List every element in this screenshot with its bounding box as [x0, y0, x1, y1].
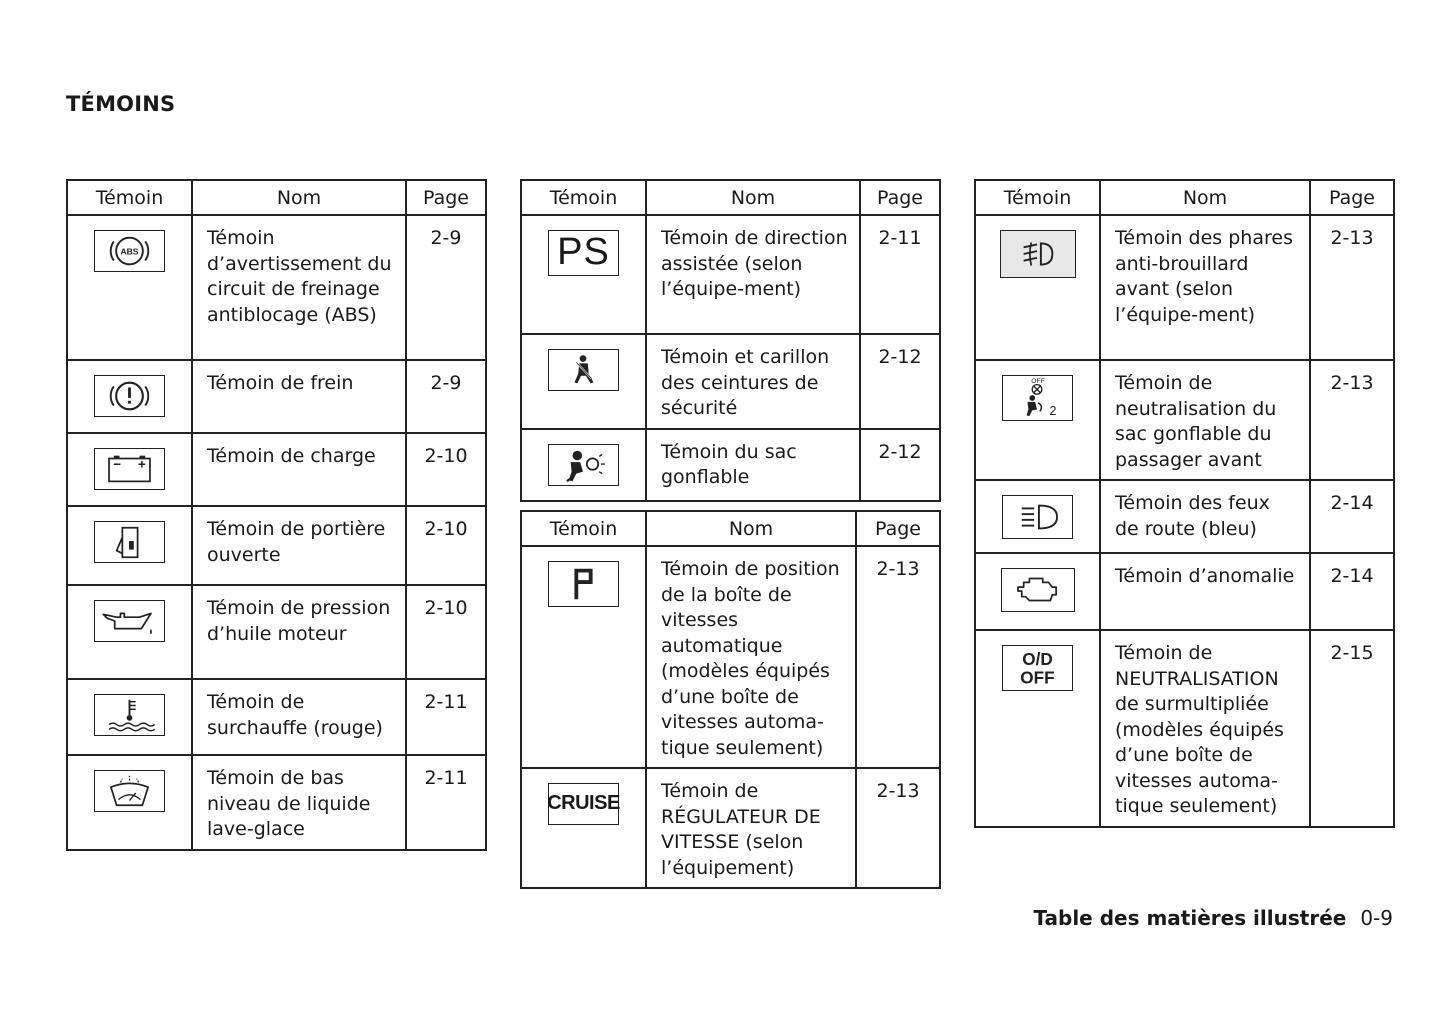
table-row	[67, 679, 486, 755]
power-steering-icon	[548, 230, 619, 276]
coolant-temperature-icon	[94, 694, 165, 736]
passenger-airbag-off-icon	[1002, 375, 1073, 421]
airbag-seat-number: 2	[1049, 404, 1057, 419]
brake-warning-icon	[94, 375, 165, 417]
light-name: Témoin des feux de route (bleu)	[1100, 480, 1310, 553]
page-ref: 2-9	[406, 360, 486, 433]
light-name: Témoin de neutralisation du sac gonflable du passager avant	[1100, 360, 1310, 480]
table-row	[521, 215, 940, 334]
column-header-temoin: Témoin	[67, 180, 192, 215]
park-position-icon	[548, 561, 619, 607]
front-fog-light-icon	[1000, 230, 1076, 278]
page-ref: 2-10	[406, 585, 486, 679]
page-ref: 2-12	[860, 334, 940, 429]
light-name: Témoin de RÉGULATEUR DE VITESSE (selon l’équipement)	[646, 768, 856, 888]
oil-pressure-icon	[94, 600, 165, 642]
table-row	[67, 360, 486, 433]
light-name: Témoin de position de la boîte de vitesses automatique (modèles équipés d’une boîte de vitesses automa-tique seulement)	[646, 546, 856, 768]
page-ref: 2-9	[406, 215, 486, 360]
light-name: Témoin de portière ouverte	[192, 506, 406, 585]
abs-warning-icon	[94, 230, 165, 272]
seat-belt-icon	[548, 349, 619, 391]
table-row	[67, 585, 486, 679]
page-footer	[1033, 906, 1393, 930]
page-ref: 2-10	[406, 506, 486, 585]
page-title: TÉMOINS	[66, 92, 176, 116]
warning-lights-table-2	[520, 179, 941, 502]
overdrive-off-icon	[1002, 645, 1073, 691]
page-ref: 2-12	[860, 429, 940, 501]
door-open-icon	[94, 521, 165, 563]
table-row	[67, 215, 486, 360]
table-row	[67, 433, 486, 506]
light-name: Témoin d’anomalie	[1100, 553, 1310, 630]
table-row	[521, 334, 940, 429]
page-ref: 2-11	[860, 215, 940, 334]
light-name: Témoin d’avertissement du circuit de freinage antiblocage (ABS)	[192, 215, 406, 360]
cruise-icon	[548, 783, 619, 825]
light-name: Témoin de bas niveau de liquide lave-glace	[192, 755, 406, 850]
power-steering-icon-label: PS	[557, 231, 610, 274]
table-row	[975, 215, 1394, 360]
table-row	[521, 768, 940, 888]
page-ref: 2-11	[406, 679, 486, 755]
column-header-nom: Nom	[1100, 180, 1310, 215]
table-row	[975, 630, 1394, 827]
column-header-temoin: Témoin	[521, 180, 646, 215]
washer-fluid-icon	[94, 770, 165, 812]
light-name: Témoin de direction assistée (selon l’équipe-ment)	[646, 215, 860, 334]
column-header-nom: Nom	[646, 511, 856, 546]
table-row	[975, 480, 1394, 553]
table-row	[67, 755, 486, 850]
page-ref: 2-13	[1310, 360, 1394, 480]
column-header-nom: Nom	[646, 180, 860, 215]
page-ref: 2-13	[1310, 215, 1394, 360]
table-row	[67, 506, 486, 585]
table-row	[521, 429, 940, 501]
page-ref: 2-13	[856, 768, 940, 888]
footer-page-number: 0-9	[1360, 906, 1393, 930]
column-header-temoin: Témoin	[521, 511, 646, 546]
park-position-icon-label	[549, 562, 618, 606]
airbag-off-label: OFF	[1031, 378, 1045, 386]
abs-icon-label: ABS	[120, 246, 139, 257]
warning-lights-table-1	[66, 179, 487, 851]
light-name: Témoin de surchauffe (rouge)	[192, 679, 406, 755]
airbag-icon	[548, 444, 619, 486]
page-ref: 2-14	[1310, 480, 1394, 553]
cruise-icon-label: CRUISE	[547, 792, 620, 815]
light-name: Témoin du sac gonflable	[646, 429, 860, 501]
light-name: Témoin de NEUTRALISATION de surmultipliée (modèles équipés d’une boîte de vitesses automa-tique seulement)	[1100, 630, 1310, 827]
table-row	[521, 546, 940, 768]
column-header-temoin: Témoin	[975, 180, 1100, 215]
light-name: Témoin des phares anti-brouillard avant (selon l’équipe-ment)	[1100, 215, 1310, 360]
overdrive-off-label: OFF	[1020, 667, 1055, 688]
battery-charge-icon	[94, 448, 165, 490]
column-header-page: Page	[860, 180, 940, 215]
warning-lights-table-3	[520, 510, 941, 889]
high-beam-icon	[1002, 495, 1073, 539]
malfunction-engine-icon	[1001, 568, 1075, 612]
footer-title: Table des matières illustrée	[1033, 906, 1347, 930]
column-header-page: Page	[1310, 180, 1394, 215]
page-ref: 2-10	[406, 433, 486, 506]
warning-lights-table-4	[974, 179, 1395, 828]
overdrive-label: O/D	[1022, 649, 1053, 670]
page-ref: 2-13	[856, 546, 940, 768]
page-ref: 2-14	[1310, 553, 1394, 630]
table-row	[975, 360, 1394, 480]
column-header-nom: Nom	[192, 180, 406, 215]
light-name: Témoin de pression d’huile moteur	[192, 585, 406, 679]
page-ref: 2-15	[1310, 630, 1394, 827]
column-header-page: Page	[856, 511, 940, 546]
table-row	[975, 553, 1394, 630]
light-name: Témoin et carillon des ceintures de sécurité	[646, 334, 860, 429]
page-ref: 2-11	[406, 755, 486, 850]
light-name: Témoin de charge	[192, 433, 406, 506]
light-name: Témoin de frein	[192, 360, 406, 433]
column-header-page: Page	[406, 180, 486, 215]
